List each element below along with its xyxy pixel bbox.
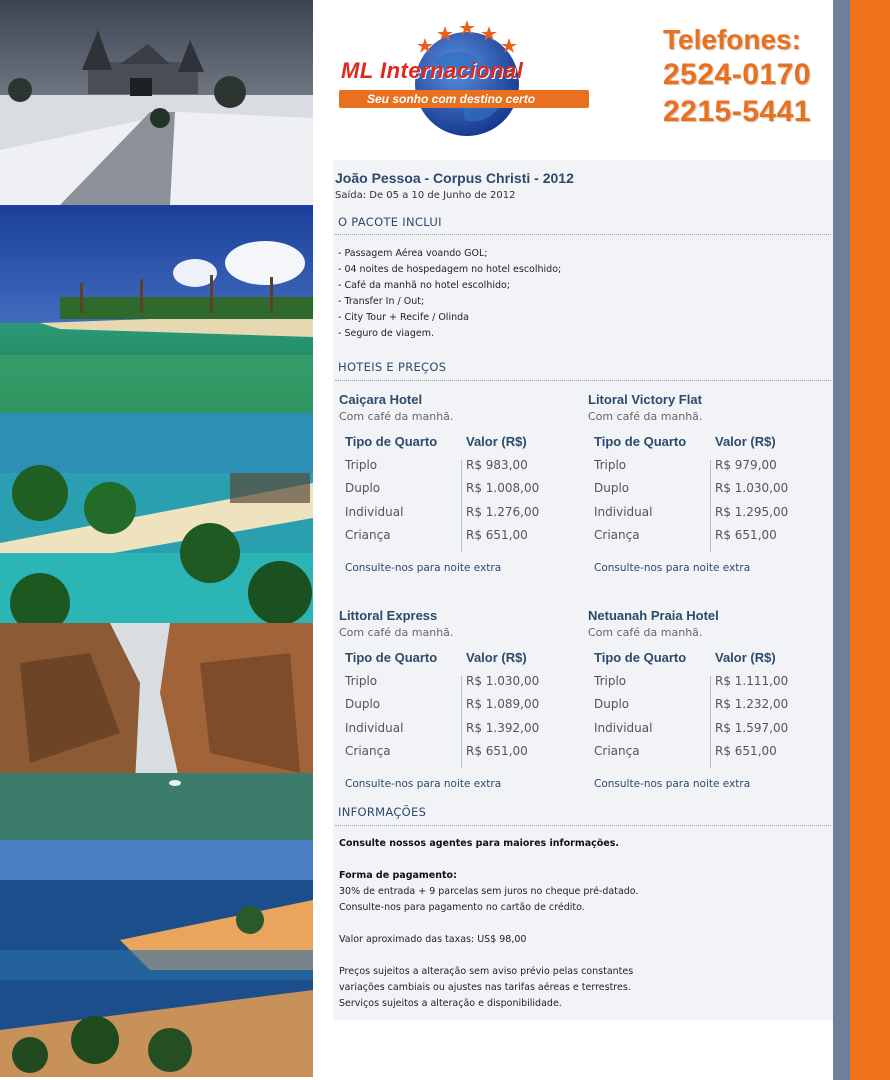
contact-note: Consulte nossos agentes para maiores informações. xyxy=(339,838,620,849)
col-room-header: Tipo de Quarto xyxy=(345,434,438,449)
table-row xyxy=(594,674,824,697)
hotel-name: Caiçara Hotel xyxy=(339,392,423,407)
payment-title: Forma de pagamento: xyxy=(339,870,457,881)
extra-night-note: Consulte-nos para noite extra xyxy=(594,562,751,574)
table-row xyxy=(594,528,824,551)
info-heading: INFORMAÇÕES xyxy=(338,805,427,819)
col-room-header: Tipo de Quarto xyxy=(345,650,438,665)
spacer xyxy=(339,948,819,964)
hotel-subtitle: Com café da manhã. xyxy=(588,626,703,639)
table-row xyxy=(345,697,575,720)
room-price: R$ 1.597,00 xyxy=(715,720,789,735)
disclaimer-line: Serviços sujeitos a alteração e disponibilidade. xyxy=(339,998,562,1009)
brand-logo xyxy=(335,16,595,146)
phones-label: Telefones: xyxy=(663,24,801,55)
room-type: Criança xyxy=(594,743,640,758)
payment-line: 30% de entrada + 9 parcelas sem juros no cheque pré-datado. xyxy=(339,886,639,897)
trip-title: João Pessoa - Corpus Christi - 2012 xyxy=(335,170,574,186)
hotels-divider xyxy=(335,380,831,381)
room-price: R$ 651,00 xyxy=(466,527,528,542)
side-stripe-orange xyxy=(850,0,890,1080)
hotel-name: Littoral Express xyxy=(339,608,438,623)
header xyxy=(313,0,833,160)
room-price: R$ 1.008,00 xyxy=(466,481,540,496)
trip-dates: Saída: De 05 a 10 de Junho de 2012 xyxy=(335,190,516,201)
price-table xyxy=(345,434,575,551)
room-price: R$ 1.232,00 xyxy=(715,697,789,712)
col-value-header: Valor (R$) xyxy=(715,650,776,665)
list-item: - Transfer In / Out; xyxy=(338,296,425,307)
room-type: Duplo xyxy=(594,481,630,496)
list-item: - City Tour + Recife / Olinda xyxy=(338,312,469,323)
spacer xyxy=(339,916,819,932)
room-type: Triplo xyxy=(345,674,378,688)
phone-number-2: 2215-5441 xyxy=(663,95,811,128)
hotels-heading: HOTEIS E PREÇOS xyxy=(338,360,447,374)
extra-night-note: Consulte-nos para noite extra xyxy=(594,778,751,790)
extra-night-note: Consulte-nos para noite extra xyxy=(345,778,502,790)
table-row xyxy=(594,744,824,767)
table-row xyxy=(345,744,575,767)
table-row xyxy=(345,458,575,481)
photo-column xyxy=(0,0,313,1077)
table-row xyxy=(594,505,824,528)
room-price: R$ 651,00 xyxy=(715,527,777,542)
list-item: - 04 noites de hospedagem no hotel escolhido; xyxy=(338,264,562,275)
price-table xyxy=(345,650,575,767)
package-heading: O PACOTE INCLUI xyxy=(338,215,442,229)
room-price: R$ 1.295,00 xyxy=(715,504,789,519)
room-price: R$ 1.276,00 xyxy=(466,504,540,519)
room-type: Duplo xyxy=(345,697,381,712)
hotel-name: Netuanah Praia Hotel xyxy=(588,608,719,623)
table-row xyxy=(594,721,824,744)
room-type: Triplo xyxy=(594,458,627,472)
room-price: R$ 1.030,00 xyxy=(466,674,540,688)
list-item: - Passagem Aérea voando GOL; xyxy=(338,248,488,259)
hotel-subtitle: Com café da manhã. xyxy=(339,626,454,639)
room-type: Triplo xyxy=(594,674,627,688)
col-value-header: Valor (R$) xyxy=(715,434,776,449)
table-row xyxy=(594,481,824,504)
list-item: - Café da manhã no hotel escolhido; xyxy=(338,280,511,291)
table-row xyxy=(345,674,575,697)
room-type: Criança xyxy=(345,527,391,542)
hotel-subtitle: Com café da manhã. xyxy=(588,410,703,423)
brand-name: ML Internacional xyxy=(341,58,524,83)
room-type: Criança xyxy=(345,743,391,758)
room-price: R$ 1.089,00 xyxy=(466,697,540,712)
room-price: R$ 979,00 xyxy=(715,458,777,472)
room-type: Triplo xyxy=(345,458,378,472)
room-price: R$ 1.111,00 xyxy=(715,674,789,688)
room-type: Criança xyxy=(594,527,640,542)
table-header xyxy=(345,650,575,674)
room-price: R$ 651,00 xyxy=(715,743,777,758)
room-type: Individual xyxy=(594,720,653,735)
package-divider xyxy=(335,234,831,235)
col-value-header: Valor (R$) xyxy=(466,434,527,449)
col-room-header: Tipo de Quarto xyxy=(594,650,687,665)
table-row xyxy=(345,721,575,744)
content-panel xyxy=(333,160,833,1020)
room-type: Individual xyxy=(594,504,653,519)
table-row xyxy=(345,481,575,504)
table-row xyxy=(594,697,824,720)
room-price: R$ 983,00 xyxy=(466,458,528,472)
price-table xyxy=(594,650,824,767)
table-row xyxy=(594,458,824,481)
package-list xyxy=(338,246,561,342)
snow-castle-photo xyxy=(0,0,313,205)
payment-line: Consulte-nos para pagamento no cartão de crédito. xyxy=(339,902,585,913)
room-type: Individual xyxy=(345,504,404,519)
disclaimer-line: Preços sujeitos a alteração sem aviso prévio pelas constantes xyxy=(339,966,634,977)
hotel-name: Litoral Victory Flat xyxy=(588,392,702,407)
hotel-card xyxy=(339,608,579,798)
room-price: R$ 1.030,00 xyxy=(715,481,789,496)
beach-resort-photo xyxy=(0,205,313,413)
list-item: - Seguro de viagem. xyxy=(338,328,435,339)
coastline-photo xyxy=(0,840,313,1077)
col-value-header: Valor (R$) xyxy=(466,650,527,665)
hotel-card xyxy=(588,392,828,582)
canyon-river-photo xyxy=(0,623,313,840)
side-stripe-blue xyxy=(833,0,850,1080)
table-header xyxy=(594,434,824,458)
info-block xyxy=(339,836,819,1012)
price-table xyxy=(594,434,824,551)
disclaimer-line: variações cambiais ou ajustes nas tarifas aéreas e terrestres. xyxy=(339,982,631,993)
info-divider xyxy=(335,825,831,826)
lagoon-palm-photo xyxy=(0,413,313,623)
hotel-card xyxy=(588,608,828,798)
table-header xyxy=(594,650,824,674)
room-price: R$ 1.392,00 xyxy=(466,720,540,735)
table-row xyxy=(345,505,575,528)
col-room-header: Tipo de Quarto xyxy=(594,434,687,449)
taxes-note: Valor aproximado das taxas: US$ 98,00 xyxy=(339,934,527,945)
room-type: Individual xyxy=(345,720,404,735)
hotel-card xyxy=(339,392,579,582)
room-price: R$ 651,00 xyxy=(466,743,528,758)
table-header xyxy=(345,434,575,458)
room-type: Duplo xyxy=(594,697,630,712)
phone-number-1: 2524-0170 xyxy=(663,58,811,91)
spacer xyxy=(339,852,819,868)
brand-slogan: Seu sonho com destino certo xyxy=(367,92,536,106)
table-row xyxy=(345,528,575,551)
room-type: Duplo xyxy=(345,481,381,496)
phone-block xyxy=(663,24,823,130)
hotel-subtitle: Com café da manhã. xyxy=(339,410,454,423)
extra-night-note: Consulte-nos para noite extra xyxy=(345,562,502,574)
